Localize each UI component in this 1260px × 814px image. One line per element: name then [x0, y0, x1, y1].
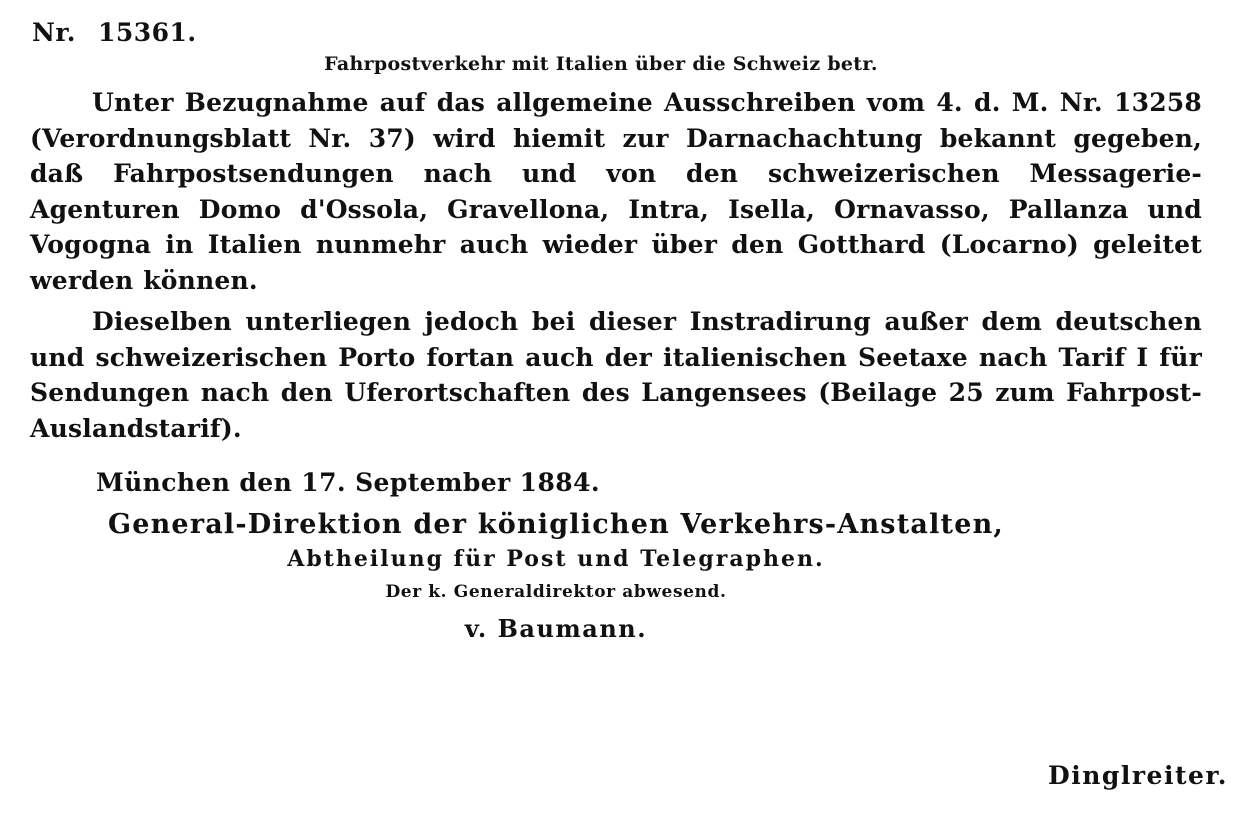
- document-number-label: Nr.: [32, 18, 76, 47]
- subject-line: Fahrpostverkehr mit Italien über die Schweiz betr.: [324, 53, 878, 75]
- place-and-date: München den 17. September 1884.: [96, 468, 600, 497]
- body-paragraph-2: Dieselben unterliegen jedoch bei dieser Instradirung außer dem deutschen und schweizerischen Porto fortan auch der italienischen Seetaxe nach Tarif I für Sendungen nach den Uferortschaften des Langensees (Beilage 25 zum Fahrpost-Auslandstarif).: [30, 307, 1202, 443]
- issuing-authority: General-Direktion der königlichen Verkehrs-Anstalten,: [107, 509, 1005, 540]
- signer-name: v. Baumann.: [464, 614, 648, 643]
- document-number-value: 15361.: [97, 18, 197, 47]
- document-number: [32, 18, 1202, 47]
- body-paragraph-1: Unter Bezugnahme auf das allgemeine Ausschreiben vom 4. d. M. Nr. 13258 (Verordnungsblatt Nr. 37) wird hiemit zur Darnachachtung bekannt gegeben, daß Fahrpostsendungen nach und von den schweizerischen Messagerie-Agenturen Domo d'Ossola, Gravellona, Intra, Isella, Ornavasso, Pallanza und Vogogna in Italien nunmehr auch wieder über den Gotthard (Locarno) geleitet werden können.: [30, 88, 1202, 295]
- clerk-name: Dinglreiter.: [1048, 761, 1228, 790]
- absence-note: Der k. Generaldirektor abwesend.: [385, 582, 727, 602]
- signature-block: [30, 509, 1202, 643]
- department-line: Abtheilung für Post und Telegraphen.: [287, 546, 825, 572]
